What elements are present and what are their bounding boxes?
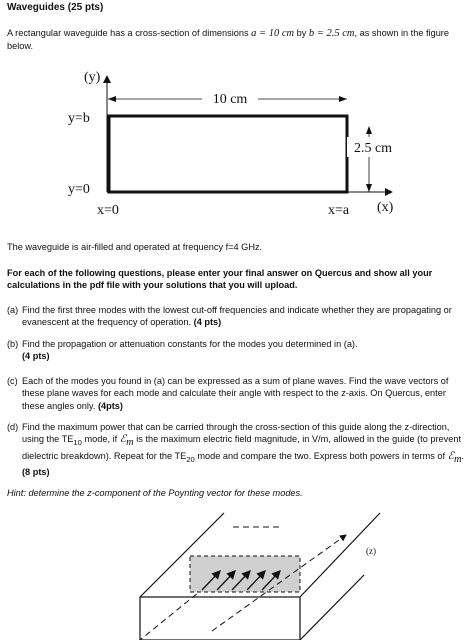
question-b (7, 338, 465, 363)
answer-instructions: For each of the following questions, please enter your final answer on Quercus and show all your calculations in the pdf file with your solutions that you will upload. (7, 268, 433, 291)
hint-text: Hint: determine the z-component of the Poynting vector for these modes. (7, 488, 303, 498)
question-c (7, 375, 465, 412)
z-axis-label: (z) (366, 546, 376, 556)
waveguide-3d-figure (0, 505, 474, 640)
te20-subscript: 20 (186, 454, 195, 464)
y-b-label: y=b (68, 111, 90, 126)
y-0-label: y=0 (68, 182, 90, 197)
question-a-text: Find the first three modes with the lowest cut-off frequencies and indicate whether they are propagating or evanescent at the frequency of operation. (22, 305, 452, 328)
waveguide-rectangle (109, 116, 347, 192)
problem-title: Waveguides (25 pts) (7, 2, 104, 13)
width-arrowhead-right (339, 96, 347, 102)
question-a-points: (4 pts) (193, 317, 222, 328)
question-c-text: Each of the modes you found in (a) can be expressed as a sum of plane waves. Find the wave vectors of these plane waves for each mode and calculate their angle with respect to the z-axis. On Quercus, enter these angles only. (22, 376, 449, 411)
height-arrowhead-bottom (366, 184, 372, 192)
question-a (7, 304, 465, 329)
width-label: 10 cm (212, 92, 248, 107)
cross-section-plane (190, 556, 300, 592)
question-d-text-3: is the maximum electric field magnitude, in V/m, allowed in the guide (to prevent dielectric breakdown). Repeat for the TE (22, 434, 462, 461)
em-subscript: m (126, 437, 134, 449)
dimension-b: b = 2.5 cm (308, 28, 355, 39)
question-d (7, 421, 465, 478)
frequency-statement: The waveguide is air-filled and operated at frequency f=4 GHz. (7, 242, 263, 252)
em-symbol: ℰ (119, 434, 127, 446)
question-b-text: Find the propagation or attenuation constants for the modes you determined in (a). (22, 339, 358, 349)
height-arrowhead-top (366, 126, 372, 134)
x-axis-label: (x) (377, 200, 394, 215)
question-d-points: (8 pts) (22, 466, 50, 477)
guide-bottom-right-edge (300, 575, 364, 640)
height-label: 2.5 cm (353, 141, 393, 156)
intro-text-mid: by (294, 28, 309, 38)
dimension-a: a = 10 cm (251, 28, 295, 39)
em-subscript-2: m (453, 453, 462, 465)
question-c-points: (4pts) (97, 400, 123, 411)
x-a-label: x=a (328, 203, 350, 218)
guide-front-face (140, 597, 300, 640)
question-d-text-1: Find the maximum power that can be carried through the cross-section of this guide along the z-direction, using the TE (22, 422, 450, 445)
question-a-label: (a) (7, 305, 19, 315)
waveguide-cross-section-figure (0, 62, 474, 222)
width-arrowhead-left (108, 96, 116, 102)
question-c-label: (c) (7, 376, 18, 386)
intro-text-before: A rectangular waveguide has a cross-section of dimensions (7, 28, 252, 38)
te10-subscript: 10 (73, 438, 82, 448)
y-axis-label: (y) (84, 70, 101, 85)
question-d-text-5: . (461, 450, 465, 461)
question-d-text-4: mode and compare the two. Express both powers in terms of (194, 450, 448, 461)
problem-intro (7, 27, 465, 53)
intro-text-after: , as shown in the figure below. (7, 28, 449, 52)
x-0-label: x=0 (97, 203, 119, 218)
question-d-label: (d) (7, 422, 19, 432)
question-b-label: (b) (7, 339, 19, 349)
em-symbol-2: ℰ (447, 450, 454, 462)
question-b-points: (4 pts) (22, 351, 50, 362)
question-d-text-2: mode, if (81, 434, 120, 445)
